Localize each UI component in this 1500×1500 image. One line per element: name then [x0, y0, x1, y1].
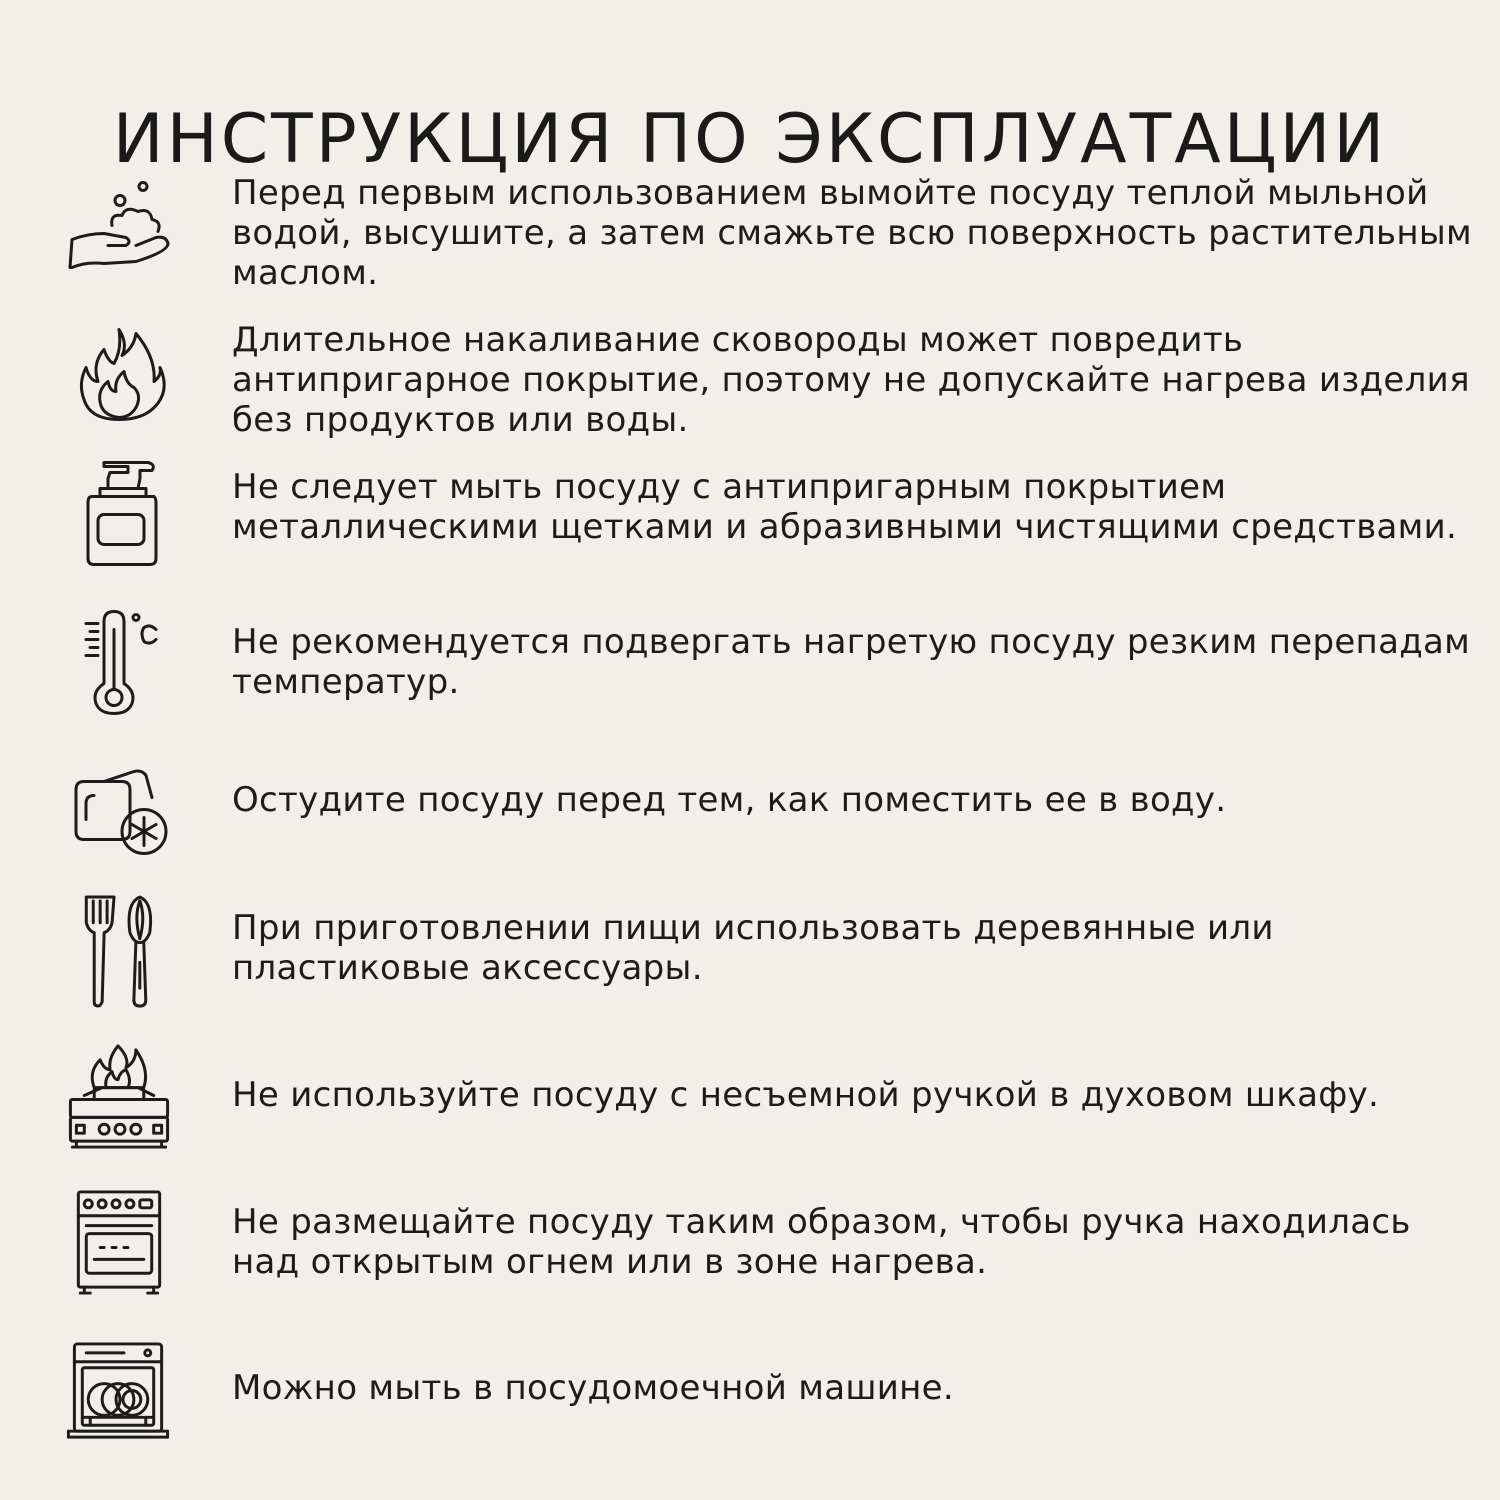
washing-hands-icon [64, 170, 174, 285]
oven-icon [64, 1186, 174, 1301]
soap-dispenser-icon [64, 456, 174, 571]
instruction-text-6: При приготовлении пищи использовать деревянные или пластиковые аксессуары. [232, 908, 1274, 988]
instruction-text-9: Можно мыть в посудомоечной машине. [232, 1368, 954, 1408]
fire-icon [64, 318, 174, 433]
thermometer-icon [64, 603, 174, 718]
instruction-text-2: Длительное накаливание сковороды может повредить антипригарное покрытие, поэтому не допускайте нагрева изделия без продуктов или воды. [232, 320, 1470, 440]
instruction-text-4: Не рекомендуется подвергать нагретую посуду резким перепадам температур. [232, 622, 1471, 702]
dishwasher-icon [64, 1338, 174, 1453]
instruction-text-3: Не следует мыть посуду с антипригарным покрытием металлическими щетками и абразивными чистящими средствами. [232, 467, 1458, 547]
instruction-text-5: Остудите посуду перед тем, как поместить ее в воду. [232, 780, 1227, 820]
instruction-text-7: Не используйте посуду с несъемной ручкой в духовом шкафу. [232, 1075, 1380, 1115]
kitchen-utensils-icon [64, 893, 174, 1008]
instruction-text-1: Перед первым использованием вымойте посуду теплой мыльной водой, высушите, а затем смажьте всю поверхность растительным маслом. [232, 173, 1472, 293]
instruction-text-8: Не размещайте посуду таким образом, чтобы ручка находилась над открытым огнем или в зоне нагрева. [232, 1202, 1411, 1282]
ice-cubes-icon [64, 756, 174, 871]
gas-stove-icon [64, 1040, 174, 1155]
page-title: ИНСТРУКЦИЯ ПО ЭКСПЛУАТАЦИИ [112, 99, 1388, 179]
